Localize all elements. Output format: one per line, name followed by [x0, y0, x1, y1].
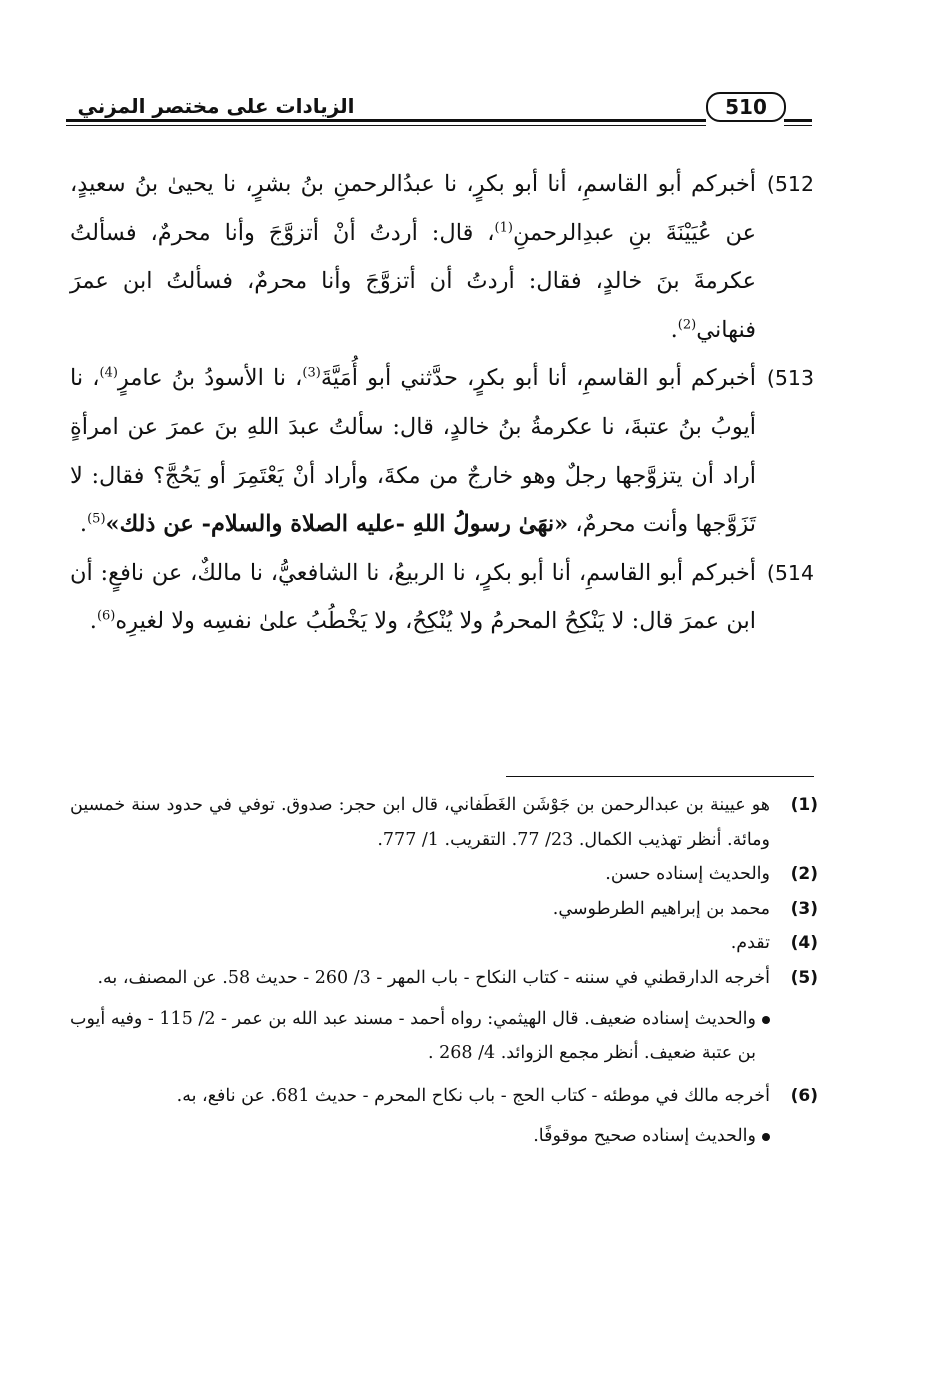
entry-number: 514): [766, 560, 814, 585]
header-rule-thin: [66, 125, 706, 126]
hadith-entry: [70, 160, 814, 354]
footnote-text: تقدم.: [730, 933, 770, 954]
footnote-number: (6): [790, 1085, 818, 1106]
footnote-note-text: والحديث إسناده ضعيف. قال الهيثمي: رواه أحمد - مسند عبد الله بن عمر - 2/ 115 - وفيه أيوب بن عتبة ضعيف. أنظر مجمع الزوائد. 4/ 268 .: [70, 1008, 756, 1064]
footnotes: [70, 788, 818, 1162]
entry-text: أخبركم أبو القاسمِ، أنا أبو بكرٍ، حدَّثني أبو أُمَيَّةَ: [320, 365, 756, 392]
footnote-separator: [506, 776, 814, 777]
running-title: الزيادات على مختصر المزني: [77, 94, 355, 118]
footnote-ref[interactable]: (6): [96, 608, 116, 624]
quoted-hadith: «نهَىٰ رسولُ اللهِ -عليه الصلاة والسلام- عن ذلك»: [105, 511, 569, 538]
footnote: [70, 961, 818, 996]
footnote-number: (4): [790, 933, 818, 954]
header-rule-right-thin: [784, 125, 812, 126]
footnote-ref[interactable]: (1): [494, 220, 513, 236]
page-header: [66, 88, 812, 134]
footnote-ref[interactable]: (5): [87, 511, 106, 527]
header-rule-right: [784, 119, 812, 122]
entry-end: .: [89, 608, 97, 635]
hadith-entry: [70, 549, 814, 646]
footnote-note-text: والحديث إسناده صحيح موقوفًا.: [533, 1126, 756, 1147]
entry-text: ، نا الأسودُ بنُ عامرٍ: [117, 365, 303, 392]
footnote-text: هو عيينة بن عبدالرحمن بن جَوْشَن الغَطَفاني، قال ابن حجر: صدوق. توفي في حدود سنة خمسين ومائة. أنظر تهذيب الكمال. 23/ 77. التقريب. 1/ 777.: [70, 795, 770, 850]
bullet-icon: [762, 1016, 770, 1024]
footnote: [70, 788, 818, 857]
footnote: [70, 857, 818, 892]
footnote-text: والحديث إسناده حسن.: [605, 864, 770, 885]
footnote-ref[interactable]: (3): [302, 365, 321, 381]
main-text: [70, 160, 814, 646]
footnote-text: أخرجه الدارقطني في سننه - كتاب النكاح - باب المهر - 3/ 260 - حديث 58. عن المصنف، به.: [97, 967, 770, 988]
footnote-text: محمد بن إبراهيم الطرطوسي.: [552, 898, 770, 919]
entry-text: ، نا أيوبُ بنُ عتبةَ، نا عكرمةُ بنُ خالدٍ، قال: سألتُ عبدَ اللهِ بنَ عمرَ عن امرأةٍ أراد أن يتزوَّجها رجلٌ وهو خارجٌ من مكةَ، وأراد أنْ يَعْتَمِرَ أو يَحُجَّ؟ فقال: لا تَزَوَّجها وأنت محرمٌ،: [70, 365, 756, 538]
entry-end: .: [79, 511, 88, 538]
footnote: [70, 926, 818, 961]
footnote-note: [70, 1002, 818, 1071]
entry-number: 512): [766, 172, 814, 196]
footnote: [70, 892, 818, 927]
page-number: 510: [706, 92, 786, 122]
entry-end: .: [670, 316, 678, 343]
footnote-ref[interactable]: (2): [677, 317, 697, 333]
entry-number: 513): [766, 366, 814, 391]
entry-text: أخبركم أبو القاسمِ، أنا أبو بكرٍ، نا عبدُالرحمنِ بنُ بشرٍ، نا يحيىٰ بنُ سعيدٍ، عن عُيَيْنَةَ بنِ عبدِالرحمنِ: [70, 171, 756, 246]
footnote-number: (2): [790, 864, 818, 885]
footnote-number: (5): [790, 967, 818, 988]
footnote-ref[interactable]: (4): [99, 365, 118, 381]
header-rule: [66, 119, 706, 122]
footnote-text: أخرجه مالك في موطئه - كتاب الحج - باب نكاح المحرم - حديث 681. عن نافع، به.: [176, 1085, 770, 1106]
footnote-note: [70, 1119, 818, 1154]
footnote-number: (1): [790, 795, 818, 815]
entry-text: ، قال: أردتُ أنْ أتزوَّجَ وأنا محرمٌ، فسألتُ عكرمةَ بنَ خالدٍ، فقال: أردتُ أن أتزوَّجَ وأنا محرمٌ، فسألتُ ابن عمرَ فنهاني: [70, 219, 756, 343]
entry-text: أخبركم أبو القاسمِ، أنا أبو بكرٍ، نا الربيعُ، نا الشافعيُّ، نا مالكٌ، عن نافعٍ: أن ابن عمرَ قال: لا يَنْكِحُ المحرمُ ولا يُنْكِحُ، ولا يَخْطُبُ علىٰ نفسِه ولا لغيرِه: [70, 559, 756, 635]
bullet-icon: [762, 1133, 770, 1141]
footnote-number: (3): [790, 898, 818, 919]
footnote: [70, 1079, 818, 1114]
hadith-entry: [70, 354, 814, 548]
